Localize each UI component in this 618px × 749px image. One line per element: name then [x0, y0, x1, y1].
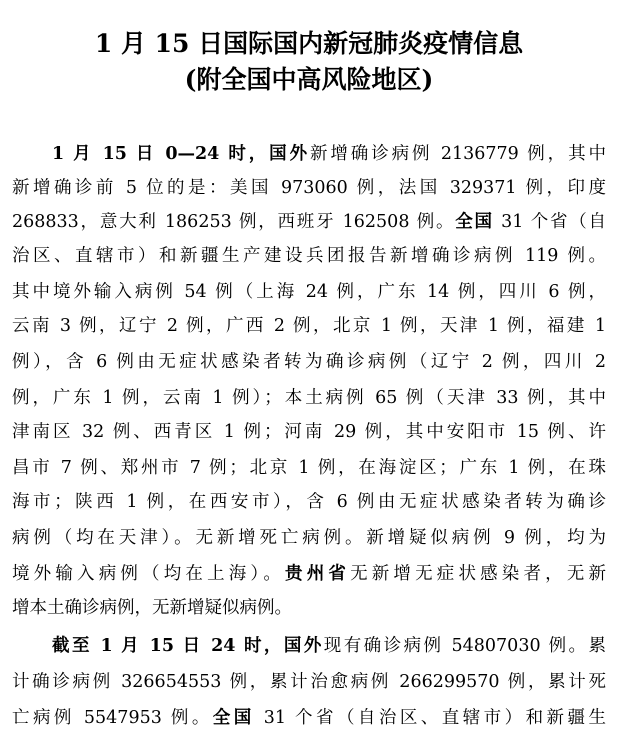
region-emphasis: 全国: [212, 708, 255, 728]
paragraph-line: 新增确诊前 5 位的是：美国 973060 例，法国 329371 例，印度: [12, 178, 606, 198]
paragraph-line: [12, 562, 606, 586]
line-text: 现有确诊病例 54807030 例。累: [323, 636, 607, 656]
region-emphasis: 国外: [283, 636, 324, 656]
paragraph-line: 病例（均在天津）。无新增死亡病例。新增疑似病例 9 例，均为: [12, 528, 606, 548]
paragraph-line: 津南区 32 例、西青区 1 例；河南 29 例，其中安阳市 15 例、许: [12, 422, 606, 442]
region-emphasis: 全国: [455, 212, 494, 232]
paragraph-line: 治区、直辖市）和新疆生产建设兵团报告新增确诊病例 119 例。: [12, 246, 606, 266]
line-text: 无新增无症状感染者，无新: [350, 564, 607, 584]
line-text: 境外输入病例（均在上海）。: [12, 564, 286, 584]
page-title: 1 月 15 日国际国内新冠肺炎疫情信息: [94, 29, 524, 58]
paragraph-line: 计确诊病例 326654553 例，累计治愈病例 266299570 例，累计死: [12, 672, 606, 692]
date-emphasis: 截至 1 月 15 日 24 时，: [52, 636, 284, 656]
paragraph-line: [12, 210, 606, 234]
region-emphasis: 贵州省: [285, 564, 351, 584]
paragraph-line: 昌市 7 例、郑州市 7 例；北京 1 例，在海淀区；广东 1 例，在珠: [12, 458, 606, 478]
paragraph-line: 海市；陕西 1 例，在西安市），含 6 例由无症状感染者转为确诊: [12, 492, 606, 512]
paragraph-line: 其中境外输入病例 54 例（上海 24 例，广东 14 例，四川 6 例，: [12, 282, 606, 302]
paragraph-line: [12, 634, 606, 658]
paragraph-line: 例），含 6 例由无症状感染者转为确诊病例（辽宁 2 例，四川 2: [12, 352, 606, 372]
date-emphasis: 1 月 15 日 0—24 时，: [52, 144, 270, 164]
line-text: 新增确诊病例 2136779 例，其中: [309, 144, 606, 164]
paragraph-line: [12, 142, 606, 166]
page-subtitle: (附全国中高风险地区): [184, 65, 434, 94]
line-text: 31 个省（自治区、直辖市）和新疆生: [254, 708, 606, 728]
paragraph-line: 增本土确诊病例，无新增疑似病例。: [12, 598, 292, 618]
paragraph-line: 例，广东 1 例，云南 1 例）；本土病例 65 例（天津 33 例，其中: [12, 388, 606, 408]
line-text: 亡病例 5547953 例。: [12, 708, 213, 728]
paragraph-line: 云南 3 例，辽宁 2 例，广西 2 例，北京 1 例，天津 1 例，福建 1: [12, 316, 606, 336]
line-text: 268833，意大利 186253 例，西班牙 162508 例。: [12, 212, 456, 232]
paragraph-line: [12, 706, 606, 730]
region-emphasis: 国外: [269, 144, 310, 164]
line-text: 31 个省（自: [493, 212, 606, 232]
